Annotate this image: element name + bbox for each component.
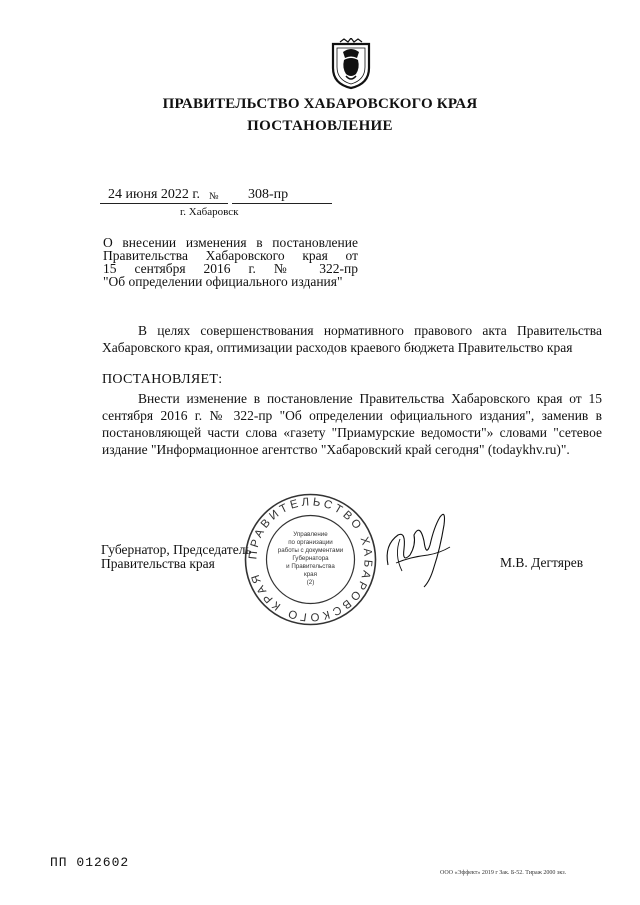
document-subject bbox=[103, 236, 358, 288]
stamp-ring-text: ПРАВИТЕЛЬСТВО ХАБАРОВСКОГО КРАЯ bbox=[247, 496, 374, 623]
official-stamp bbox=[243, 492, 378, 627]
subject-line: Правительства Хабаровского края от bbox=[103, 248, 358, 263]
government-title: ПРАВИТЕЛЬСТВО ХАБАРОВСКОГО КРАЯ bbox=[162, 96, 478, 112]
subject-line: О внесении изменения в постановление bbox=[103, 235, 358, 250]
number-sign: № bbox=[209, 191, 219, 202]
printer-imprint: ООО «Эффект» 2019 г Зак. Б-52. Тираж 2000 экз. bbox=[440, 870, 567, 876]
resolves-heading: ПОСТАНОВЛЯЕТ: bbox=[102, 372, 223, 387]
number-underline bbox=[232, 203, 332, 204]
resolution-paragraph: Внести изменение в постановление Правительства Хабаровского края от 15 сентября 2016 г. № 322-пр "Об определении официального издания", заменив в постановляющей части слова «газету "Приамурские ведомости"» словами "сетевое издание "Информационное агентство "Хабаровский край сегодня" (todaykhv.ru)". bbox=[102, 391, 602, 457]
stamp-center-line: края bbox=[304, 571, 317, 578]
date-underline bbox=[100, 203, 228, 204]
stamp-center-line: по организации bbox=[288, 539, 333, 546]
stamp-center-line: работы с документами bbox=[277, 547, 344, 554]
document-kind-title: ПОСТАНОВЛЕНИЕ bbox=[247, 118, 393, 134]
position-line: Губернатор, Председатель bbox=[101, 542, 252, 557]
document-number: 308-пр bbox=[248, 187, 289, 202]
signatory-position bbox=[101, 543, 252, 571]
form-serial-number: ПП 012602 bbox=[50, 855, 130, 870]
stamp-center-line: и Правительства bbox=[286, 563, 335, 570]
position-line: Правительства края bbox=[101, 556, 215, 571]
handwritten-signature bbox=[380, 505, 455, 590]
document-date: 24 июня 2022 г. bbox=[108, 187, 201, 202]
signatory-name: М.В. Дегтярев bbox=[500, 555, 584, 570]
document-city: г. Хабаровск bbox=[180, 206, 239, 218]
stamp-center-line: Управление bbox=[293, 531, 328, 538]
subject-line: 15 сентября 2016 г. № 322-пр bbox=[103, 261, 358, 276]
stamp-center-line: (2) bbox=[306, 579, 315, 586]
subject-line: "Об определении официального издания" bbox=[103, 274, 343, 289]
stamp-center-line: Губернатора bbox=[292, 555, 329, 562]
preamble-paragraph: В целях совершенствования нормативного правового акта Правительства Хабаровского края, оптимизации расходов краевого бюджета Правительство края bbox=[102, 323, 602, 355]
coat-of-arms-icon bbox=[330, 38, 372, 90]
